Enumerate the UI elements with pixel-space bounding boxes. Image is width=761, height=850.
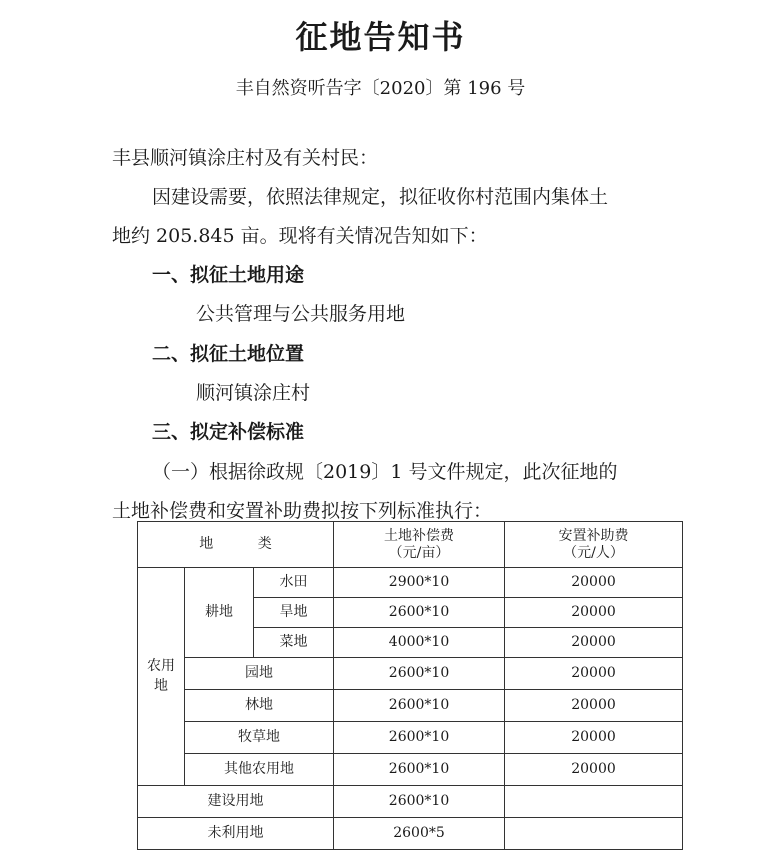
row-resettle: 20000 <box>505 722 683 754</box>
document-number: 丰自然资听告字〔2020〕第 196 号 <box>235 78 526 99</box>
header-land-compensation <box>334 522 505 568</box>
section-2-heading: 二、拟征土地位置 <box>152 343 305 365</box>
table-row <box>138 658 683 690</box>
row-name: 牧草地 <box>185 722 334 754</box>
row-name: 其他农用地 <box>185 754 334 786</box>
row-resettle: 20000 <box>505 628 683 658</box>
row-resettle: 20000 <box>505 754 683 786</box>
row-name: 水田 <box>254 568 334 598</box>
header-resettle-label: 安置补助费 <box>558 527 629 544</box>
row-name: 未利用地 <box>138 818 334 850</box>
row-land-comp: 2600*10 <box>334 598 505 628</box>
table-row <box>138 568 683 598</box>
row-name: 建设用地 <box>138 786 334 818</box>
section-3-heading: 三、拟定补偿标准 <box>152 421 305 443</box>
row-name: 园地 <box>185 658 334 690</box>
row-land-comp: 2600*10 <box>334 786 505 818</box>
section-3-body-line-1: （一）根据徐政规〔2019〕1 号文件规定，此次征地的 <box>152 461 618 483</box>
row-resettle: 20000 <box>505 568 683 598</box>
compensation-table <box>137 521 683 850</box>
section-3-body-line-2: 土地补偿费和安置补助费拟按下列标准执行： <box>112 500 493 522</box>
table-header-row <box>138 522 683 568</box>
header-land-comp-unit: （元/亩） <box>388 544 450 561</box>
addressee: 丰县顺河镇涂庄村及有关村民： <box>112 147 379 169</box>
row-name: 旱地 <box>254 598 334 628</box>
row-land-comp: 2600*10 <box>334 722 505 754</box>
section-2-body: 顺河镇涂庄村 <box>196 382 311 404</box>
document-title: 征地告知书 <box>295 18 466 56</box>
row-land-comp: 2600*10 <box>334 658 505 690</box>
row-resettle <box>505 786 683 818</box>
row-resettle: 20000 <box>505 598 683 628</box>
row-resettle <box>505 818 683 850</box>
header-land-type: 地 类 <box>138 522 334 568</box>
row-name: 林地 <box>185 690 334 722</box>
row-land-comp: 2900*10 <box>334 568 505 598</box>
row-land-comp: 2600*10 <box>334 754 505 786</box>
agri-land-label: 农用地 <box>138 568 185 786</box>
header-resettle-unit: （元/人） <box>563 544 624 561</box>
header-land-comp-label: 土地补偿费 <box>384 527 455 544</box>
row-land-comp: 4000*10 <box>334 628 505 658</box>
row-name: 菜地 <box>254 628 334 658</box>
table-row <box>138 754 683 786</box>
arable-land-label: 耕地 <box>185 568 254 658</box>
row-land-comp: 2600*5 <box>334 818 505 850</box>
row-resettle: 20000 <box>505 658 683 690</box>
row-resettle: 20000 <box>505 690 683 722</box>
intro-line-2: 地约 205.845 亩。现将有关情况告知如下： <box>112 225 488 247</box>
table-row <box>138 818 683 850</box>
section-1-heading: 一、拟征土地用途 <box>152 264 305 286</box>
header-resettlement <box>505 522 683 568</box>
table-row <box>138 786 683 818</box>
table-row <box>138 690 683 722</box>
row-land-comp: 2600*10 <box>334 690 505 722</box>
table-row <box>138 722 683 754</box>
intro-line-1: 因建设需要，依照法律规定，拟征收你村范围内集体土 <box>152 186 609 208</box>
section-1-body: 公共管理与公共服务用地 <box>196 303 406 325</box>
